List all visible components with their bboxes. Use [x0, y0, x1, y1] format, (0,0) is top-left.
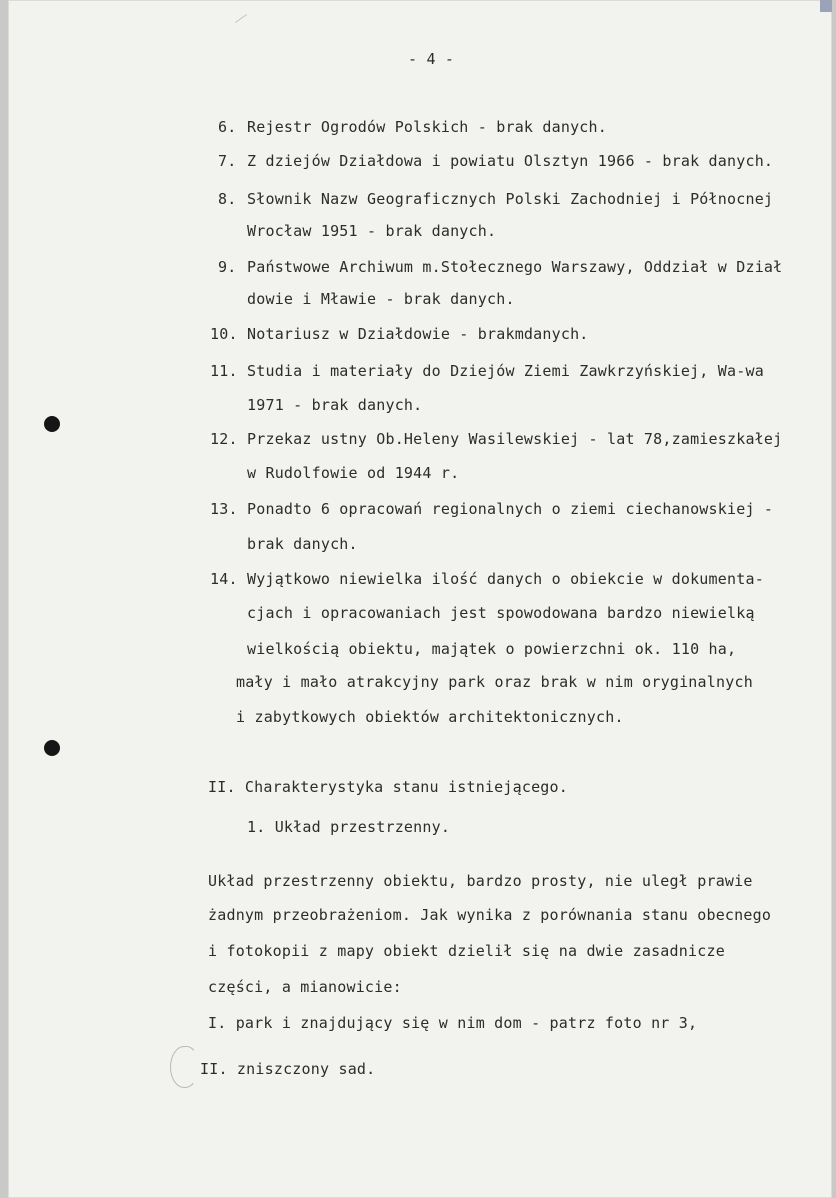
item-line: w Rudolfowie od 1944 r. [247, 464, 460, 482]
item-line: 1971 - brak danych. [247, 396, 423, 414]
page-number: - 4 - [408, 50, 455, 68]
paragraph-line: części, a mianowicie: [208, 978, 402, 996]
paragraph-line: i fotokopii z mapy obiekt dzielił się na dwie zasadnicze [208, 942, 725, 960]
punch-hole [44, 740, 60, 756]
item-number: 12. [210, 430, 238, 448]
item-number: 13. [210, 500, 238, 518]
list-line: I. park i znajdujący się w nim dom - patrz foto nr 3, [208, 1014, 698, 1032]
item-line: Z dziejów Działdowa i powiatu Olsztyn 1966 - brak danych. [247, 152, 774, 170]
item-number: 8. [218, 190, 237, 208]
item-line: mały i mało atrakcyjny park oraz brak w nim oryginalnych [236, 673, 753, 691]
item-line: i zabytkowych obiektów architektonicznych. [236, 708, 624, 726]
section-heading: II. Charakterystyka stanu istniejącego. [208, 778, 568, 796]
item-line: Słownik Nazw Geograficznych Polski Zachodniej i Północnej [247, 190, 774, 208]
item-line: Ponadto 6 opracowań regionalnych o ziemi ciechanowskiej - [247, 500, 774, 518]
item-number: 14. [210, 570, 238, 588]
item-number: 11. [210, 362, 238, 380]
paragraph-line: Układ przestrzenny obiektu, bardzo prosty, nie uległ prawie [208, 872, 753, 890]
subsection-heading: 1. Układ przestrzenny. [247, 818, 451, 836]
item-number: 6. [218, 118, 237, 136]
item-line: cjach i opracowaniach jest spowodowana bardzo niewielką [247, 604, 755, 622]
item-line: Przekaz ustny Ob.Heleny Wasilewskiej - lat 78,zamieszkałej [247, 430, 783, 448]
scan-corner-marker [820, 0, 832, 12]
item-number: 9. [218, 258, 237, 276]
list-line: II. zniszczony sad. [200, 1060, 376, 1078]
item-line: Wyjątkowo niewielka ilość danych o obiekcie w dokumenta- [247, 570, 764, 588]
item-line: Notariusz w Działdowie - brakmdanych. [247, 325, 589, 343]
item-line: dowie i Mławie - brak danych. [247, 290, 515, 308]
item-line: Wrocław 1951 - brak danych. [247, 222, 497, 240]
pencil-circle-mark [170, 1046, 198, 1088]
item-line: Studia i materiały do Dziejów Ziemi Zawkrzyńskiej, Wa-wa [247, 362, 764, 380]
pencil-tick-mark [235, 14, 247, 23]
punch-hole [44, 416, 60, 432]
item-line: wielkością obiektu, majątek o powierzchni ok. 110 ha, [247, 640, 737, 658]
document-page [8, 0, 832, 1198]
item-line: Rejestr Ogrodów Polskich - brak danych. [247, 118, 607, 136]
item-number: 7. [218, 152, 237, 170]
item-number: 10. [210, 325, 238, 343]
item-line: brak danych. [247, 535, 358, 553]
item-line: Państwowe Archiwum m.Stołecznego Warszawy, Oddział w Dział [247, 258, 783, 276]
paragraph-line: żadnym przeobrażeniom. Jak wynika z porównania stanu obecnego [208, 906, 772, 924]
